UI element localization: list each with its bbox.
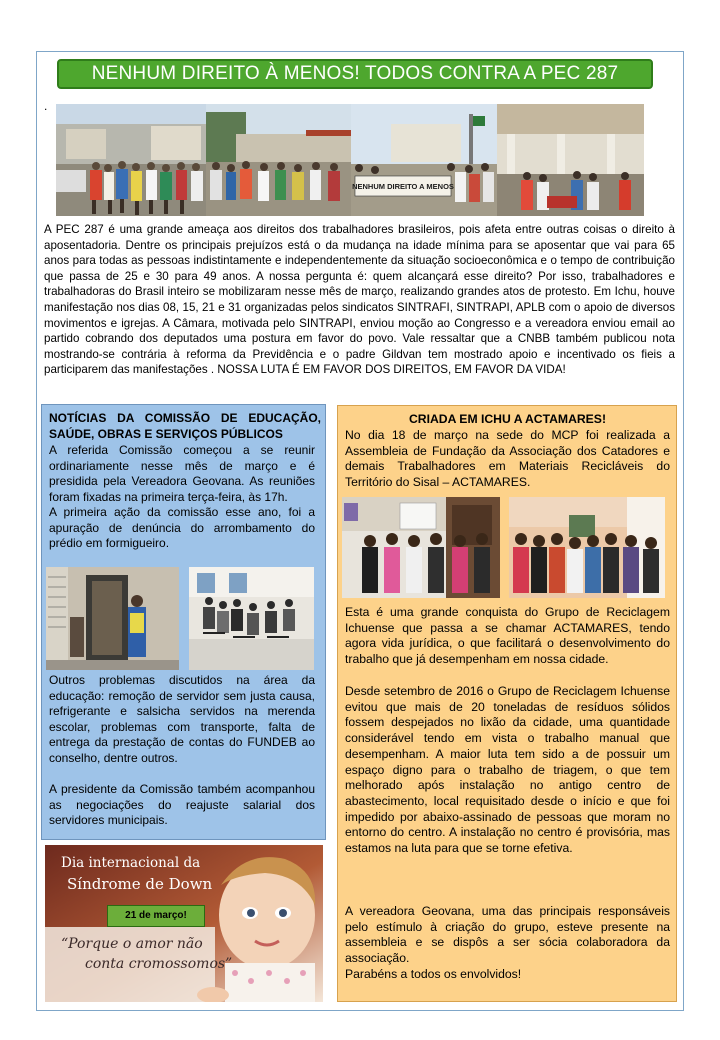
actamares-group-photo-1 <box>342 497 500 598</box>
commission-news-p4: A presidente da Comissão também acompanhou as negociações do reajuste salarial dos servidores municipais. <box>49 782 315 827</box>
actamares-p3: Desde setembro de 2016 o Grupo de Reciclagem Ichuense evitou que mais de 20 toneladas de resíduos sólidos fossem despejados no lixão da cidade, uma quantidade considerável tendo em vista o trabalho manual que desempenham. A maior luta tem sido a de possuir um espaço digno para o trabalho de triagem, o que tem melhorado após instalação no antigo centro de abastecimento, local requisitado desde o início e que foi impedido por abaixo-assinado de pessoas que moram no entorno do centro. A instalação no centro é provisória, mas estamos na luta para que se torne efetiva. <box>345 684 670 856</box>
commission-news-p1: A referida Comissão começou a se reunir ordinariamente nesse mês de março e é presidida pela Vereadora Geovana. As reuniões foram fixadas na primeira terça-feira, às 17h. <box>49 443 315 504</box>
protest-photo-4 <box>497 104 644 216</box>
down-card-quote-line1: “Porque o amor não <box>61 936 203 952</box>
commission-news-p2: A primeira ação da comissão esse ano, foi a apuração de denúncia do arrombamento do prédio em formigueiro. <box>49 505 315 550</box>
down-syndrome-day-card <box>45 845 323 1002</box>
stray-dot: . <box>44 99 48 113</box>
commission-news-p3: Outros problemas discutidos na área da educação: remoção de servidor sem justa causa, refrigerante e salsicha servidos na merenda escolar, problemas com transporte, falta de entrega da prestação de contas do FUNDEB ao conselho, dentre outros. <box>49 673 315 765</box>
headline-banner: NENHUM DIREITO À MENOS! TODOS CONTRA A PEC 287 <box>57 59 653 89</box>
protest-sign-text: NENHUM DIREITO A MENOS <box>352 182 454 191</box>
actamares-p1: No dia 18 de março na sede do MCP foi realizada a Assembleia de Fundação da Associação dos Catadores e demais Trabalhadores em Materiais Recicláveis do Território do Sisal – ACTAMARES. <box>345 428 670 490</box>
down-card-line2: Síndrome de Down <box>67 875 213 893</box>
pec-287-article: A PEC 287 é uma grande ameaça aos direitos dos trabalhadores brasileiros, pois afeta entre outras coisas o direito à aposentadoria. Dentre os principais prejuízos está o da mudança na idade mínima para se aposentar que vai para 65 anos para todas as pessoas indistintamente e independentemente da situação socioeconômica e o tempo de contribuição que passa de 25 e 30 para 49 anos. A nossa pergunta é: quem alcançará esse direito? Por isso, trabalhadores e trabalhadoras do Brasil inteiro se mobilizaram nesse mês de março, realizando grandes atos de protesto. Em Ichu, houve manifestação nos dias 08, 15, 21 e 31 organizadas pelos sindicatos SINTRAFI, SINTRAPI, APLB com o apoio de diversos movimentos e igrejas. A Câmara, motivada pelo SINTRAPI, enviou moção ao Congresso e a vereadora enviou email ao partido cobrando dos deputados uma postura em favor do povo. Vale ressaltar que a CNBB também publicou nota mostrando-se contrária à reforma da Previdência e o padre Gildvan tem mostrado apoio e incentivado os fieis a participarem das manifestações . NOSSA LUTA É EM FAVOR DOS DIREITOS, EM FAVOR DA VIDA! <box>44 223 675 377</box>
down-card-quote-line2: conta cromossomos” <box>85 956 233 972</box>
protest-photo-3 <box>351 104 497 216</box>
down-card-date-badge: 21 de março! <box>107 905 205 927</box>
down-card-line1: Dia internacional da <box>61 855 201 871</box>
actamares-p4: A vereadora Geovana, uma das principais responsáveis pelo estímulo à criação do grupo, esteve presente na assembleia e se dispôs a ser sócia colaboradora da associação. <box>345 904 670 966</box>
protest-photo-2 <box>206 104 351 216</box>
broken-building-photo <box>46 567 179 670</box>
actamares-p2: Esta é uma grande conquista do Grupo de Reciclagem Ichuense que passa a se chamar ACTAMARES, tendo agora vida jurídica, o que facilitará o desenvolvimento do trabalho que já desempenham em nossa cidade. <box>345 605 670 667</box>
commission-meeting-photo <box>189 567 314 670</box>
actamares-title: CRIADA EM ICHU A ACTAMARES! <box>408 412 606 426</box>
commission-news-title: NOTÍCIAS DA COMISSÃO DE EDUCAÇÃO, SAÚDE, OBRAS E SERVIÇOS PÚBLICOS <box>49 411 321 441</box>
protest-photo-1 <box>56 104 206 216</box>
actamares-group-photo-2 <box>509 497 665 598</box>
actamares-p5: Parabéns a todos os envolvidos! <box>345 967 522 981</box>
